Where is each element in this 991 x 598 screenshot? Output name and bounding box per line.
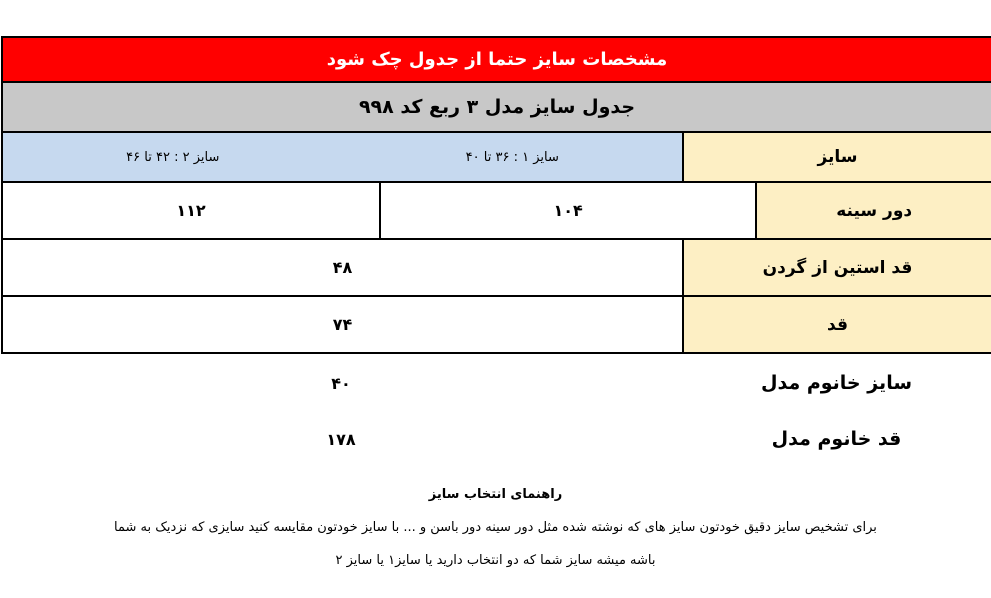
table-subtitle-row [3,83,991,133]
size-2-text: سایز ۲ : ۴۲ تا ۴۶ [126,149,220,165]
sleeve-label: قد استین از گردن [762,257,913,278]
model-size-value: ۴۰ [331,373,351,393]
sleeve-value: ۴۸ [332,258,353,277]
chest-size-1-cell [379,183,755,238]
model-size-label: سایز خانوم مدل [760,372,913,394]
size-label-cell [682,133,991,181]
size-guide-line-2: باشه میشه سایز شما که دو انتخاب دارید یا سایز۱ یا سایز ۲ [335,553,656,568]
size-row [3,133,991,183]
size-1-text: سایز ۱ : ۳۶ تا ۴۰ [465,149,559,165]
length-value: ۷۴ [332,315,353,334]
size-label: سایز [817,147,858,167]
sleeve-label-cell [682,240,991,295]
chest-label-cell [755,183,991,238]
sleeve-row [3,240,991,297]
model-height-label: قد خانوم مدل [771,428,902,450]
chest-size-1-value: ۱۰۴ [553,201,583,220]
length-label-cell [682,297,991,352]
model-height-value: ۱۷۸ [326,429,356,449]
size-values [3,133,682,181]
size-1-cell [343,133,683,181]
size-guide [0,478,991,577]
table-title: مشخصات سایز حتما از جدول چک شود [326,49,668,70]
chest-size-2-value: ۱۱۲ [176,201,206,220]
length-row [3,297,991,354]
chest-label: دور سینه [836,200,913,221]
size-table [1,36,991,354]
model-height-row [0,411,991,467]
size-guide-line-1: برای تشخیص سایز دقیق خودتون سایز های که نوشته شده مثل دور سینه دور باسن و ... با سایز خودتون مقایسه کنید سایزی که نزدیک به شما [114,520,877,535]
length-value-cell [3,297,682,352]
model-size-row [0,355,991,411]
size-guide-title: راهنمای انتخاب سایز [428,487,563,502]
length-label: قد [827,314,848,335]
size-2-cell [3,133,343,181]
chest-size-2-cell [3,183,379,238]
table-subtitle: جدول سایز مدل ۳ ربع کد ۹۹۸ [358,96,636,118]
chest-row [3,183,991,240]
sleeve-value-cell [3,240,682,295]
table-title-row [3,38,991,83]
